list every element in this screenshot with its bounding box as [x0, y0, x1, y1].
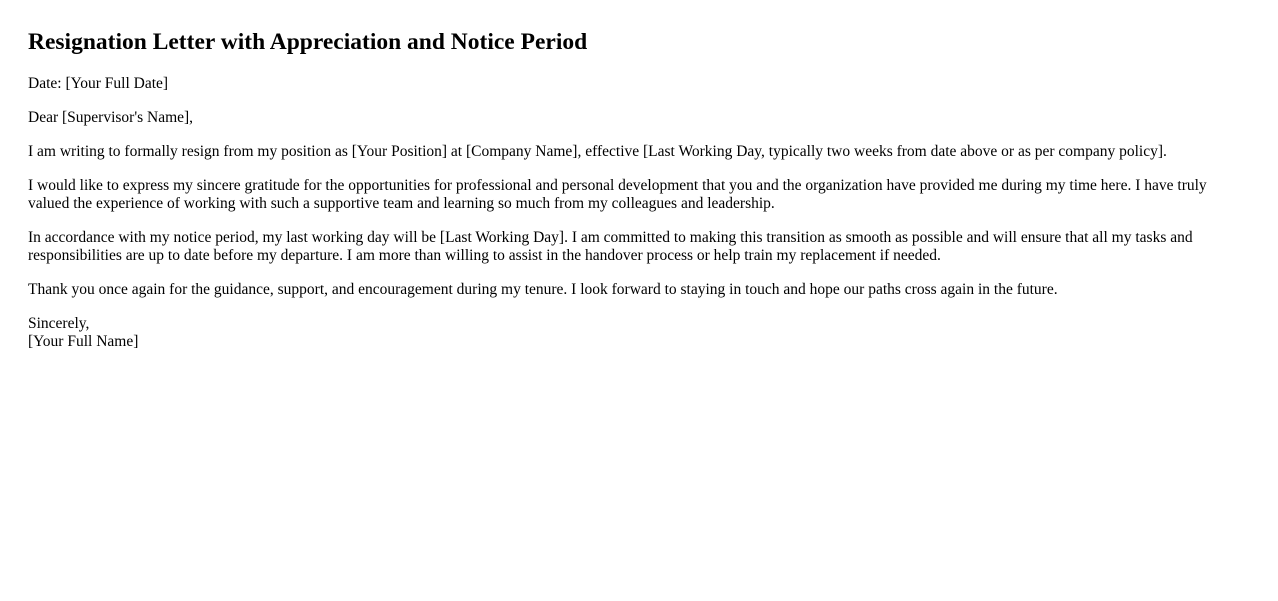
paragraph-thanks: Thank you once again for the guidance, support, and encouragement during my tenure. I look forward to staying in touch and hope our paths cross again in the future. — [28, 281, 1058, 298]
signature-line: [Your Full Name] — [28, 333, 139, 350]
salutation: Dear [Supervisor's Name], — [28, 109, 194, 126]
paragraph-gratitude: I would like to express my sincere gratitude for the opportunities for professional and personal development that you and the organization have provided me during my time here. I have truly valued the experience of working with such a supportive team and learning so much from my colleagues and leadership. — [28, 177, 1207, 212]
closing-block — [28, 315, 1250, 351]
date-line: Date: [Your Full Date] — [28, 75, 169, 92]
paragraph-notice-period: In accordance with my notice period, my last working day will be [Last Working Day]. I am committed to making this transition as smooth as possible and will ensure that all my tasks and responsibilities are up to date before my departure. I am more than willing to assist in the handover process or help train my replacement if needed. — [28, 229, 1193, 264]
page-title: Resignation Letter with Appreciation and Notice Period — [28, 29, 588, 55]
paragraph-resignation: I am writing to formally resign from my position as [Your Position] at [Company Name], effective [Last Working Day, typically two weeks from date above or as per company policy]. — [28, 143, 1167, 160]
closing-line: Sincerely, — [28, 315, 90, 332]
